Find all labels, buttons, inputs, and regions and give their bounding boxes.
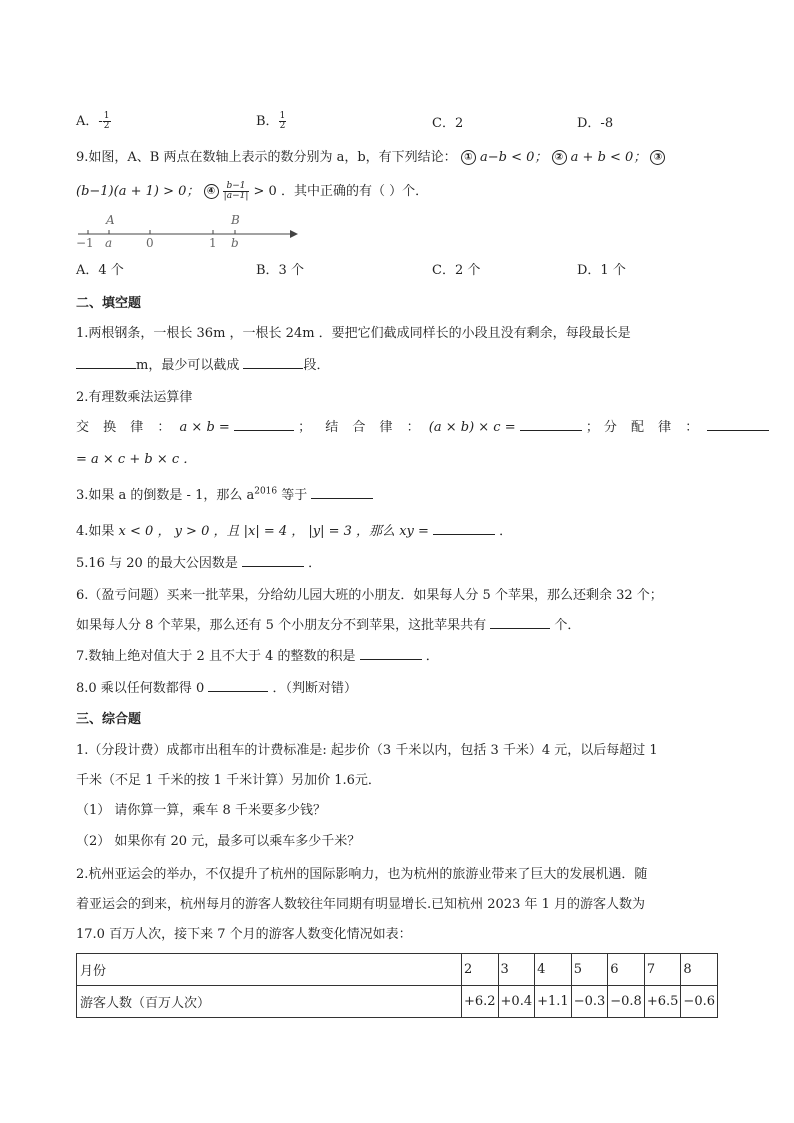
point-A-label: A [106, 213, 115, 227]
q9-question: 9.如图，A、B 两点在数轴上表示的数分别为 a，b，有下列结论： ① a−b < 0； ② a + b < 0； ③ [76, 146, 665, 165]
table-row [77, 954, 718, 986]
tourist-change-table [76, 953, 718, 1018]
table-cell: +0.4 [498, 986, 535, 1018]
s2-q2-title: 2.有理数乘法运算律 [76, 390, 193, 405]
q8-option-d: D．-8 [577, 116, 614, 131]
s2-q7: 7.数轴上绝对值大于 2 且不大于 4 的整数的积是 ． [76, 645, 439, 664]
tick-label-0: 0 [146, 236, 154, 250]
s3-q1-line2: 千米（不足 1 千米的按 1 千米计算）另加价 1.6元． [76, 773, 381, 788]
answer-blank[interactable] [234, 417, 294, 431]
answer-blank[interactable] [76, 355, 136, 369]
table-cell: 5 [571, 954, 608, 986]
table-cell: +6.2 [461, 986, 498, 1018]
s2-q3: 3.如果 a 的倒数是 - 1，那么 $a^{2016}$ 等于 [76, 484, 373, 503]
s2-q6-line1: 6.（盈亏问题）买来一批苹果，分给幼儿园大班的小朋友．如果每人分 5 个苹果，那么还剩余 32 个； [76, 588, 663, 603]
answer-blank[interactable] [311, 485, 373, 499]
answer-blank[interactable] [208, 678, 268, 692]
table-cell: −0.8 [608, 986, 645, 1018]
tick-label-a: a [105, 236, 113, 250]
q9-option-c: C．2 个 [432, 263, 481, 278]
answer-blank[interactable] [520, 417, 582, 431]
table-header-cell: 月份 [77, 954, 462, 986]
s3-q1-line1: 1.（分段计费）成都市出租车的计费标准是: 起步价（3 千米以内，包括 3 千米）4 元，以后每超过 1 [76, 743, 658, 758]
number-line-figure [74, 208, 304, 250]
answer-blank[interactable] [243, 355, 303, 369]
s3-q1-sub1: （1） 请你算一算，乘车 8 千米要多少钱？ [76, 803, 326, 818]
s3-q2-line2: 着亚运会的到来，杭州每月的游客人数较往年同期有明显增长.已知杭州 2023 年 1 月的游客人数为 [76, 897, 646, 912]
answer-blank[interactable] [433, 521, 495, 535]
number-line-arrow [290, 230, 298, 238]
s3-q2-line1: 2.杭州亚运会的举办，不仅提升了杭州的国际影响力，也为杭州的旅游业带来了巨大的发展机遇．随 [76, 867, 648, 882]
s2-q8: 8.0 乘以任何数都得 0 ．（判断对错） [76, 677, 357, 696]
answer-blank[interactable] [707, 417, 769, 431]
answer-blank[interactable] [360, 646, 422, 660]
table-cell: 6 [608, 954, 645, 986]
circled-number-2: ② [552, 150, 567, 165]
section-2-title: 二、填空题 [76, 296, 142, 311]
section-3-title: 三、综合题 [76, 712, 142, 727]
tick-label-b: b [231, 236, 239, 250]
q8-option-a: A．- $\frac{1}{2}$ [76, 111, 110, 131]
q9-option-b: B．3 个 [256, 263, 304, 278]
s2-q2-line2: = a × c + b × c ． [76, 452, 197, 467]
table-cell: −0.6 [681, 986, 718, 1018]
table-cell: 4 [535, 954, 572, 986]
table-cell: −0.3 [571, 986, 608, 1018]
s2-q4: 4.如果 x < 0 ， y > 0 ，且 |x| = 4 ， |y| = 3 ，那么 xy = ． [76, 520, 512, 539]
answer-blank[interactable] [242, 553, 304, 567]
table-row [77, 986, 718, 1018]
q8-option-c: C．2 [432, 116, 464, 131]
circled-number-1: ① [461, 150, 476, 165]
q9-option-a: A．4 个 [76, 263, 124, 278]
s2-q6-line2: 如果每人分 8 个苹果，那么还有 5 个小朋友分不到苹果，这批苹果共有 个． [76, 614, 580, 633]
table-cell: 8 [681, 954, 718, 986]
s2-q1-line2: m，最少可以截成 段． [76, 354, 329, 373]
circled-number-3: ③ [650, 150, 665, 165]
s2-q5: 5.16 与 20 的最大公因数是 ． [76, 552, 321, 571]
tick-label-1: 1 [209, 236, 217, 250]
circled-number-4: ④ [204, 184, 219, 199]
tick-label--1: −1 [76, 236, 94, 250]
point-B-label: B [231, 213, 240, 227]
answer-blank[interactable] [490, 615, 550, 629]
table-cell: +1.1 [535, 986, 572, 1018]
s2-q1-line1: 1.两根钢条，一根长 36m ，一根长 24m ．要把它们截成同样长的小段且没有剩余，每段最长是 [76, 326, 631, 341]
table-cell: 3 [498, 954, 535, 986]
table-header-cell: 游客人数（百万人次） [77, 986, 462, 1018]
q9-option-d: D．1 个 [577, 263, 626, 278]
table-cell: +6.5 [644, 986, 681, 1018]
q9-question-cont: (b−1)(a + 1) > 0； ④ $\frac{b-1}{|a-1|}$ > 0 ．其中正确的有（ ）个． [76, 181, 429, 201]
s3-q1-sub2: （2） 如果你有 20 元，最多可以乘车多少千米？ [76, 834, 361, 849]
q8-option-b: B． $\frac{1}{2}$ [256, 111, 286, 131]
s2-q2-line1: 交 换 律 ： a × b = ； 结 合 律 ： (a × b) × c = ；分 配 律 ： [76, 416, 769, 435]
table-cell: 7 [644, 954, 681, 986]
table-cell: 2 [461, 954, 498, 986]
s3-q2-line3: 17.0 百万人次，接下来 7 个月的游客人数变化情况如表： [76, 927, 412, 942]
